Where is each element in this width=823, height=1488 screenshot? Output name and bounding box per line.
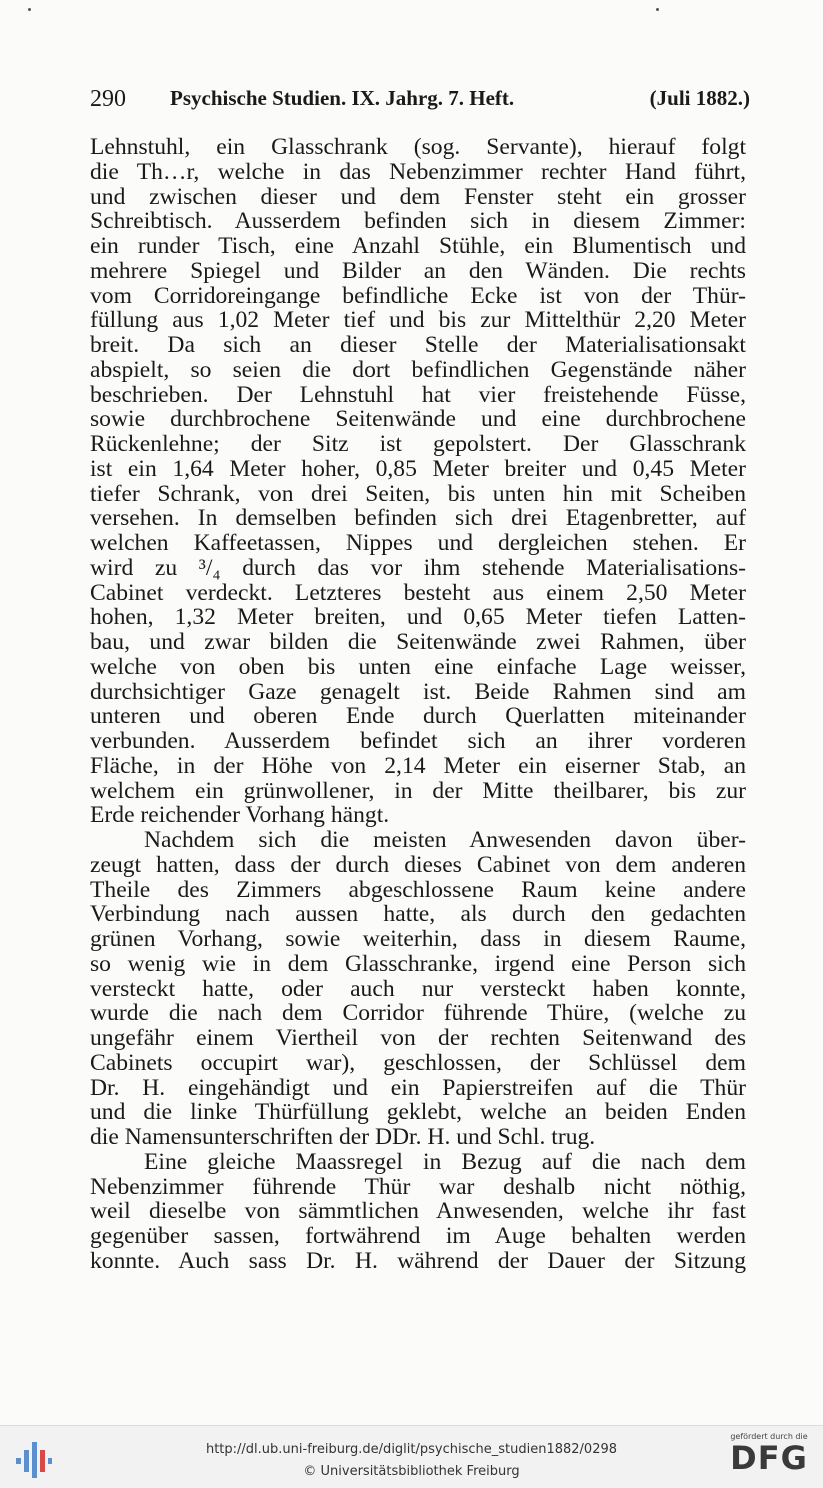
text-line: Verbindung nach aussen hatte, als durch den gedachten bbox=[90, 901, 746, 928]
text-line: wurde die nach dem Corridor führende Thüre, (welche zu bbox=[90, 1000, 746, 1027]
text-line: konnte. Auch sass Dr. H. während der Dauer der Sitzung bbox=[90, 1247, 746, 1274]
text-line: unteren und oberen Ende durch Querlatten miteinander bbox=[90, 703, 746, 730]
text-line: ein runder Tisch, eine Anzahl Stühle, ein Blumentisch und bbox=[90, 233, 746, 259]
text-line: welche von oben bis unten eine einfache Lage weisser, bbox=[90, 653, 746, 680]
body-text bbox=[90, 135, 746, 1274]
source-url-link[interactable]: http://dl.ub.uni-freiburg.de/diglit/psychische_studien1882/0298 bbox=[205, 1442, 618, 1457]
text-line: durchsichtiger Gaze genagelt ist. Beide Rahmen sind am bbox=[90, 678, 746, 705]
text-line: so wenig wie in dem Glasschranke, irgend eine Person sich bbox=[90, 950, 746, 977]
issue-date: (Juli 1882.) bbox=[649, 86, 750, 110]
text-line: Rückenlehne; der Sitz ist gepolstert. Der Glasschrank bbox=[90, 431, 746, 457]
text-line: ist ein 1,64 Meter hoher, 0,85 Meter breiter und 0,45 Meter bbox=[90, 455, 746, 482]
text-line: und zwischen dieser und dem Fenster steht ein grosser bbox=[90, 183, 746, 210]
text-line: welchen Kaffeetassen, Nippes und dergleichen stehen. Er bbox=[90, 530, 746, 556]
text-line: Dr. H. eingehändigt und ein Papierstreifen auf die Thür bbox=[90, 1074, 746, 1101]
text-line: verbunden. Ausserdem befindet sich an ihrer vorderen bbox=[90, 728, 746, 754]
text-line: vom Corridoreingange befindliche Ecke ist von der Thür- bbox=[90, 282, 746, 309]
text-line: zeugt hatten, dass der durch dieses Cabinet von dem anderen bbox=[90, 851, 746, 878]
text-line: versteckt hatte, oder auch nur versteckt haben konnte, bbox=[90, 975, 746, 1002]
text-line: breit. Da sich an dieser Stelle der Materialisationsakt bbox=[90, 332, 746, 358]
text-line: bau, und zwar bilden die Seitenwände zwei Rahmen, über bbox=[90, 629, 746, 655]
text-line: versehen. In demselben befinden sich drei Etagenbretter, auf bbox=[90, 505, 746, 532]
text-line: Fläche, in der Höhe von 2,14 Meter ein eiserner Stab, an bbox=[90, 752, 746, 779]
text-line: die Namensunterschriften der DDr. H. und Schl. trug. bbox=[90, 1124, 596, 1150]
text-line: Cabinet verdeckt. Letzteres besteht aus einem 2,50 Meter bbox=[90, 579, 746, 606]
text-line: beschrieben. Der Lehnstuhl hat vier freistehende Füsse, bbox=[90, 381, 746, 408]
text-line: abspielt, so seien die dort befindlichen Gegenstände näher bbox=[90, 356, 746, 383]
text-line: Erde reichender Vorhang hängt. bbox=[90, 802, 390, 829]
scan-speck bbox=[28, 8, 31, 11]
text-line: Theile des Zimmers abgeschlossene Raum keine andere bbox=[90, 876, 746, 903]
text-line: hohen, 1,32 Meter breiten, und 0,65 Meter tiefen Latten- bbox=[90, 604, 746, 631]
text-line: wird zu ³/₄ durch das vor ihm stehende Materialisations- bbox=[90, 554, 746, 581]
scan-speck bbox=[656, 8, 659, 11]
text-line: die Th…r, welche in das Nebenzimmer rechter Hand führt, bbox=[90, 158, 746, 185]
journal-title: Psychische Studien. IX. Jahrg. 7. Heft. bbox=[170, 86, 515, 110]
text-line: Nachdem sich die meisten Anwesenden davon über- bbox=[144, 827, 746, 853]
text-line: grünen Vorhang, sowie weiterhin, dass in diesem Raume, bbox=[90, 926, 746, 952]
text-line: Schreibtisch. Ausserdem befinden sich in diesem Zimmer: bbox=[90, 208, 746, 235]
text-line: mehrere Spiegel und Bilder an den Wänden. Die rechts bbox=[90, 257, 746, 284]
text-line: Lehnstuhl, ein Glasschrank (sog. Servante), hierauf folgt bbox=[90, 134, 746, 160]
text-line: Nebenzimmer führende Thür war deshalb nicht nöthig, bbox=[90, 1173, 746, 1200]
text-line: Eine gleiche Maassregel in Bezug auf die nach dem bbox=[144, 1148, 746, 1175]
text-line: tiefer Schrank, von drei Seiten, bis unten hin mit Scheiben bbox=[90, 480, 746, 507]
dfg-logo[interactable] bbox=[725, 1432, 813, 1482]
dfg-tagline: gefördert durch die bbox=[730, 1432, 808, 1441]
text-line: ungefähr einem Viertheil von der rechten Seitenwand des bbox=[90, 1025, 746, 1051]
page-number: 290 bbox=[90, 86, 126, 112]
text-line: weil dieselbe von sämmtlichen Anwesenden, welche ihr fast bbox=[90, 1198, 746, 1225]
text-line: gegenüber sassen, fortwährend im Auge behalten werden bbox=[90, 1223, 746, 1249]
text-line: füllung aus 1,02 Meter tief und bis zur Mittelthür 2,20 Meter bbox=[90, 307, 746, 334]
text-line: und die linke Thürfüllung geklebt, welche an beiden Enden bbox=[90, 1099, 746, 1126]
text-line: Cabinets occupirt war), geschlossen, der Schlüssel dem bbox=[90, 1049, 746, 1076]
running-header bbox=[90, 86, 750, 116]
text-line: sowie durchbrochene Seitenwände und eine durchbrochene bbox=[90, 406, 746, 433]
viewer-footer bbox=[0, 1425, 823, 1488]
dfg-wordmark: DFG bbox=[730, 1439, 808, 1477]
text-line: welchem ein grünwollener, in der Mitte theilbarer, bis zur bbox=[90, 777, 746, 804]
copyright-notice: © Universitätsbibliothek Freiburg bbox=[303, 1464, 520, 1479]
